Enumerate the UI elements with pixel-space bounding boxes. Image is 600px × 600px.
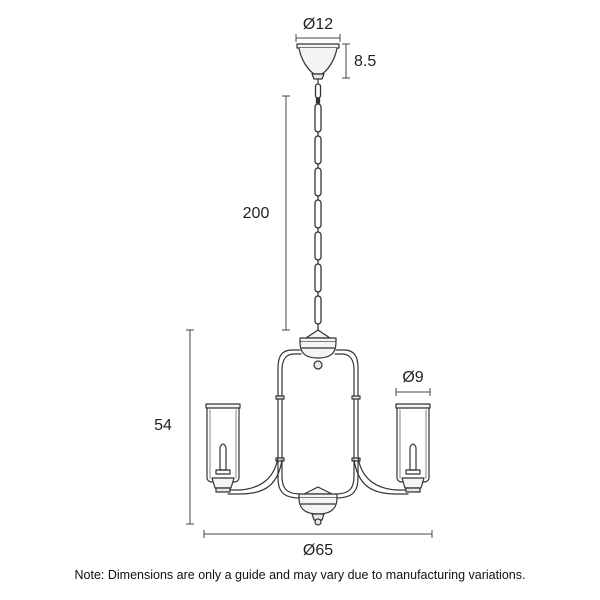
left-lamp-shade [206, 404, 240, 492]
overall-diameter-dimension-line [204, 530, 432, 538]
shade-diameter-dimension-line [396, 388, 430, 396]
right-lamp-shade [396, 404, 430, 492]
canopy-diameter-label: Ø12 [302, 16, 334, 33]
chain-length-dimension-line [282, 96, 290, 330]
canopy-diameter-dimension-line [296, 34, 340, 42]
suspension-chain [315, 84, 321, 330]
bottom-hub [299, 487, 337, 525]
shade-diameter-label: Ø9 [402, 369, 424, 386]
top-hub [300, 330, 336, 369]
canopy-height-label: 8.5 [354, 53, 377, 70]
body-height-dimension-line [186, 330, 194, 524]
body-height-label: 54 [154, 417, 172, 434]
central-frame [276, 350, 360, 498]
chain-length-label: 200 [242, 205, 270, 222]
ceiling-canopy [297, 44, 339, 84]
dimensions-disclaimer-note: Note: Dimensions are only a guide and may vary due to manufacturing variations. [74, 568, 526, 582]
canopy-height-dimension-line [342, 44, 350, 78]
overall-diameter-label: Ø65 [302, 542, 334, 559]
